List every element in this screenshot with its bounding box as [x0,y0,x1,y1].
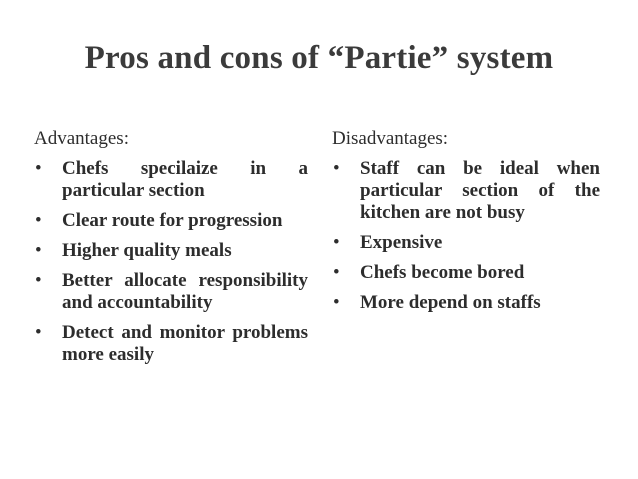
list-item [332,232,600,254]
disadvantages-list [332,158,600,314]
advantages-list [34,158,308,366]
bullet-icon: • [35,322,42,343]
bullet-icon: • [333,232,340,253]
list-item [34,210,308,232]
list-item [34,322,308,366]
advantage-text: Detect and monitor problems more easily [62,322,308,365]
bullet-icon: • [35,270,42,291]
disadvantage-text: Expensive [360,232,443,253]
disadvantage-text: Chefs become bored [360,262,525,283]
advantage-text: Higher quality meals [62,240,232,261]
list-item [34,270,308,314]
disadvantages-column [332,128,600,322]
disadvantages-heading: Disadvantages: [332,128,449,149]
advantages-heading: Advantages: [34,128,129,149]
list-item [332,158,600,224]
list-item [34,158,308,202]
bullet-icon: • [333,262,340,283]
advantage-text: Better allocate responsibility and accountability [62,270,308,313]
list-item [332,292,600,314]
bullet-icon: • [333,292,340,313]
advantages-column [34,128,308,374]
disadvantage-text: Staff can be ideal when particular section of the kitchen are not busy [360,158,600,223]
list-item [332,262,600,284]
slide-title: Pros and cons of “Partie” system [84,40,554,76]
list-item [34,240,308,262]
bullet-icon: • [35,240,42,261]
bullet-icon: • [333,158,340,179]
bullet-icon: • [35,210,42,231]
bullet-icon: • [35,158,42,179]
disadvantage-text: More depend on staffs [360,292,541,313]
advantage-text: Chefs specilaize in a particular section [62,158,308,201]
advantage-text: Clear route for progression [62,210,283,231]
